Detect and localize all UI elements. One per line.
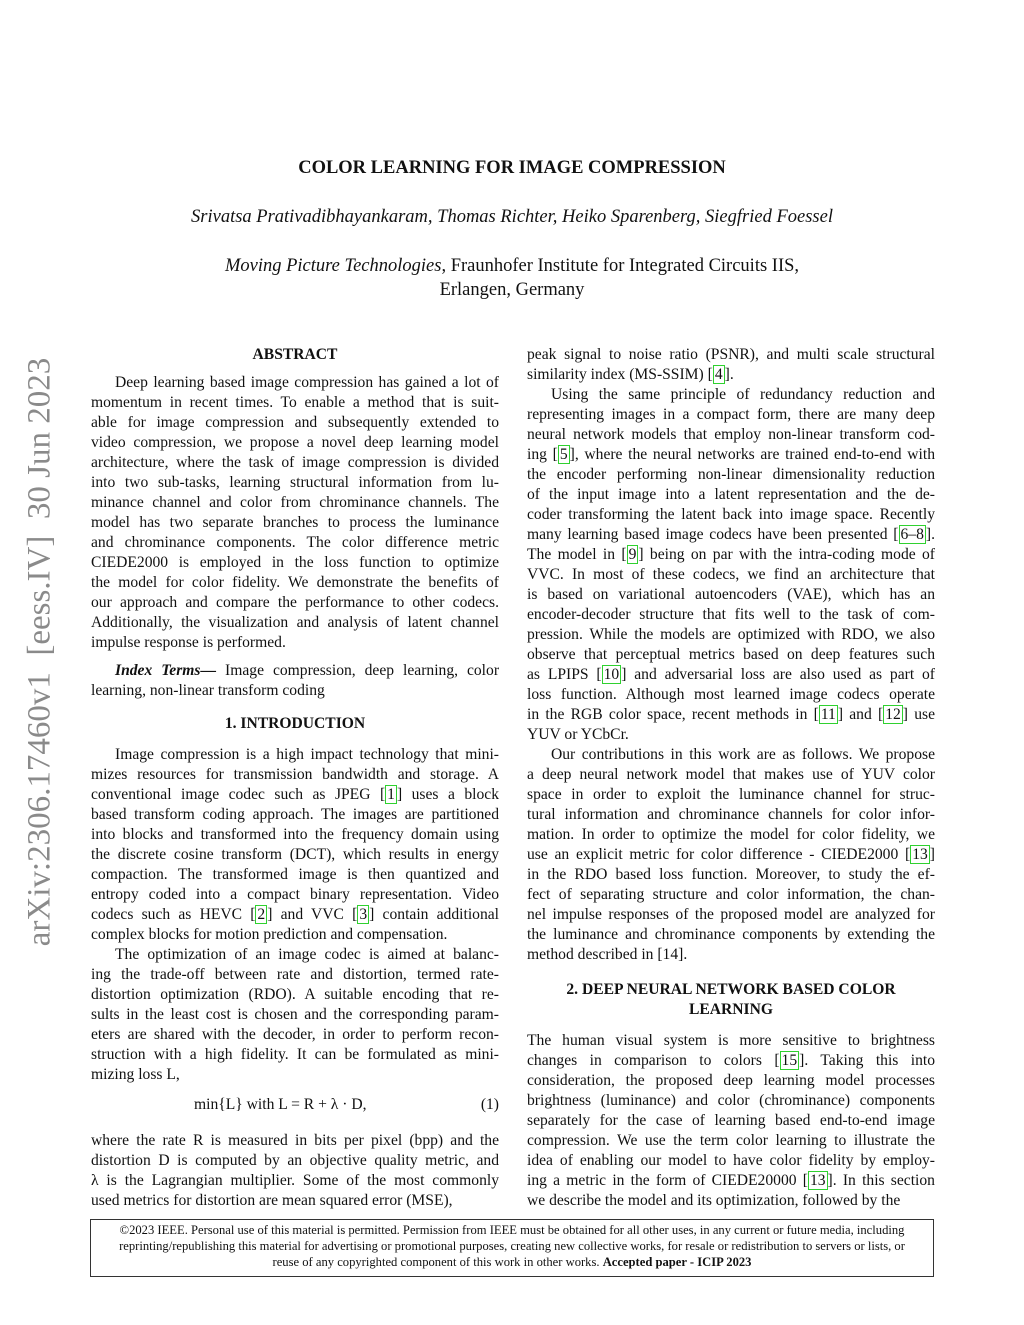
text-line: Additionally, the visualization and analysis of latent channel — [91, 614, 499, 631]
equation-number: (1) — [480, 1096, 499, 1113]
text-line: the luminance and chrominance components by extending the — [527, 926, 935, 943]
text-line: eters are shared with the decoder, in order to perform recon- — [91, 1026, 499, 1043]
section2-heading — [527, 980, 935, 1020]
text-line: similarity index (MS-SSIM) [ 4 ]. — [527, 366, 734, 383]
text-line: struction with a high fidelity. It can be formulated as mini- — [91, 1046, 499, 1063]
citation-link[interactable]: 12 — [885, 706, 901, 723]
citation-link[interactable]: 13 — [912, 846, 928, 863]
text-line: pression. While the models are optimized with RDO, we also — [527, 626, 935, 643]
text-line: into two sub-tasks, learning structural information from lu- — [91, 474, 499, 491]
text-line: encoder-decoder structure that fits well to the task of com- — [527, 606, 935, 623]
index-terms-line: Image compression, deep learning, color — [216, 662, 500, 679]
arxiv-side-stamp: arXiv:2306.17460v1 [eess.IV] 30 Jun 2023 — [21, 357, 58, 947]
left-column — [91, 345, 499, 1085]
section2-heading-line: 2. DEEP NEURAL NETWORK BASED COLOR — [566, 981, 896, 998]
citation-link[interactable]: 6–8 — [900, 526, 924, 543]
citation-link[interactable]: 1 — [387, 786, 395, 803]
abstract-body — [91, 373, 499, 653]
text-line: The model in [ 9 ] being on par with the intra-coding mode of — [527, 546, 935, 563]
text-line: and chrominance components. The color difference metric — [91, 534, 499, 551]
text-line: compression. We use the term color learning to illustrate the — [527, 1132, 935, 1149]
copyright-line: reuse of any copyrighted component of this work in other works. — [272, 1255, 600, 1269]
text-line: model has two separate branches to process the luminance — [91, 514, 499, 531]
index-terms-label: Index Terms— — [115, 662, 217, 679]
text-line: fect of separating structure and color information, the chan- — [527, 886, 935, 903]
text-line: impulse response is performed. — [91, 634, 286, 651]
intro-after-equation — [91, 1131, 499, 1211]
text-line: conventional image codec such as JPEG [ 1 ] uses a block — [91, 786, 499, 803]
affiliation-group: Moving Picture Technologies — [224, 256, 442, 276]
text-line: The human visual system is more sensitive to brightness — [527, 1032, 935, 1049]
text-line: many learning based image codecs have been presented [ 6–8 ]. — [527, 526, 935, 543]
intro-continued — [527, 345, 935, 965]
text-line: nel impulse responses of the proposed model are analyzed for — [527, 906, 935, 923]
citation-link[interactable]: 2 — [257, 906, 266, 923]
affiliation — [0, 254, 1024, 302]
text-line: minance channel and color from chrominance channels. The — [91, 494, 499, 511]
text-line: distortion D is computed by an objective quality metric, and — [91, 1152, 499, 1169]
text-line: VVC. In most of these codecs, we find an architecture that — [527, 566, 935, 583]
text-line: ing a metric in the form of CIEDE20000 [ 13 ]. In this section — [527, 1172, 935, 1189]
text-line: separately for the case of learning based end-to-end image — [527, 1112, 935, 1129]
affiliation-institute: , Fraunhofer Institute for Integrated Circuits IIS, — [441, 256, 800, 276]
copyright-line: reprinting/republishing this material for advertising or promotional purposes, creating new collective works, for resale or redistribution to servers or lists, or — [119, 1239, 905, 1253]
citation-link[interactable]: 5 — [559, 446, 568, 463]
text-line: the discrete cosine transform (DCT), which results in energy — [91, 846, 499, 863]
text-line: Image compression is a high impact technology that mini- — [115, 746, 499, 763]
text-line: Using the same principle of redundancy reduction and — [551, 386, 935, 403]
text-line: sults in the least cost is chosen and the corresponding param- — [91, 1006, 499, 1023]
text-line: our approach and compare the performance to other codecs. — [91, 594, 499, 611]
text-line: coder transforming the latent back into image space. Recently — [527, 506, 935, 523]
text-line: consideration, the proposed deep learning model processes — [527, 1072, 935, 1089]
text-line: loss function. Although most learned image codecs operate — [527, 686, 935, 703]
text-line: as LPIPS [ 10 ] and adversarial loss are also used as part of — [527, 666, 935, 683]
text-line: architecture, where the task of image compression is divided — [91, 454, 499, 471]
citation-link[interactable]: 3 — [359, 906, 368, 923]
text-line: able for image compression and subsequently extended to — [91, 414, 499, 431]
text-line: into blocks and transformed into the frequency domain using — [91, 826, 499, 843]
text-line: use an explicit metric for color difference - CIEDE2000 [ 13 ] — [527, 846, 935, 863]
text-line: compaction. The transformed image is then quantized and — [91, 866, 499, 883]
section2-heading-line: LEARNING — [688, 1001, 774, 1018]
authors: Srivatsa Prativadibhayankaram, Thomas Richter, Heiko Sparenberg, Siegfried Foessel — [191, 207, 833, 227]
affiliation-location: Erlangen, Germany — [439, 280, 585, 300]
text-line: mation. In order to optimize the model for color fidelity, we — [527, 826, 935, 843]
text-line: YUV or YCbCr. — [527, 726, 629, 743]
text-line: representing images in a compact form, there are many deep — [527, 406, 935, 423]
section2-body — [527, 1031, 935, 1211]
copyright-line: ©2023 IEEE. Personal use of this material is permitted. Permission from IEEE must be obtained for all other uses, in any current or future media, including — [119, 1223, 905, 1237]
text-line: in the RDO based loss function. Moreover, to study the ef- — [527, 866, 935, 883]
text-line: based transform coding approach. The images are partitioned — [91, 806, 499, 823]
citation-link[interactable]: 10 — [603, 666, 620, 683]
text-line: distortion optimization (RDO). A suitable encoding that re- — [91, 986, 499, 1003]
text-line: tural information and chrominance channels for color infor- — [527, 806, 935, 823]
text-line: the model for color fidelity. We demonstrate the benefits of — [91, 574, 499, 591]
text-line: changes in comparison to colors [ 15 ]. Taking this into — [527, 1052, 935, 1069]
intro-body — [91, 745, 499, 1085]
text-line: method described in [14]. — [527, 946, 688, 963]
text-line: we describe the model and its optimization, followed by the — [527, 1192, 901, 1209]
index-terms-line: learning, non-linear transform coding — [91, 682, 325, 699]
text-line: where the rate R is measured in bits per pixel (bpp) and the — [91, 1132, 499, 1149]
text-line: λ is the Lagrangian multiplier. Some of the most commonly — [91, 1172, 499, 1189]
text-line: entropy coded into a compact binary representation. Video — [91, 886, 499, 903]
left-column-bottom — [91, 1131, 499, 1211]
text-line: space in order to exploit the luminance channel for struc- — [527, 786, 935, 803]
text-line: a deep neural network model that makes use of YUV color — [527, 766, 935, 783]
citation-link[interactable]: 9 — [628, 546, 637, 563]
text-line: Our contributions in this work are as follows. We propose — [551, 746, 935, 763]
text-line: brightness (luminance) and color (chrominance) components — [527, 1092, 935, 1109]
citation-link[interactable]: 11 — [820, 706, 836, 723]
right-column — [527, 345, 935, 1211]
text-line: mizes resources for transmission bandwidth and storage. A — [91, 766, 499, 783]
text-line: observe that perceptual metrics based on deep features such — [527, 646, 935, 663]
text-line: video compression, we propose a novel deep learning model — [91, 434, 499, 451]
citation-link[interactable]: 4 — [714, 366, 723, 383]
text-line: used metrics for distortion are mean squared error (MSE), — [91, 1192, 453, 1209]
text-line: momentum in recent times. To enable a method that is suit- — [91, 394, 499, 411]
text-line: codecs such as HEVC [ 2 ] and VVC [ 3 ] contain additional — [91, 906, 499, 923]
text-line: neural network models that employ non-linear transform cod- — [527, 426, 935, 443]
text-line: in the RGB color space, recent methods in [ 11 ] and [ 12 ] use — [527, 706, 936, 723]
text-line: peak signal to noise ratio (PSNR), and multi scale structural — [527, 346, 935, 363]
copyright-notice — [90, 1219, 934, 1277]
text-line: complex blocks for motion prediction and compensation. — [91, 926, 448, 943]
paper-title: COLOR LEARNING FOR IMAGE COMPRESSION — [298, 158, 726, 178]
text-line: ing [ 5 ], where the neural networks are trained end-to-end with — [527, 446, 935, 463]
text-line: the encoder performing non-linear dimensionality reduction — [527, 466, 935, 483]
equation-text: min{L} with L = R + λ · D, — [194, 1096, 367, 1113]
text-line: idea of enabling our model to have color fidelity by employ- — [527, 1152, 935, 1169]
text-line: is based on variational autoencoders (VAE), which has an — [527, 586, 935, 603]
index-terms — [91, 661, 499, 681]
text-line: of the input image into a latent representation and the de- — [527, 486, 935, 503]
text-line: ing the trade-off between rate and distortion, termed rate- — [91, 966, 499, 983]
citation-link[interactable]: 15 — [781, 1052, 798, 1069]
accepted-paper-note: Accepted paper - ICIP 2023 — [602, 1255, 752, 1269]
intro-heading: 1. INTRODUCTION — [224, 715, 366, 732]
text-line: The optimization of an image codec is aimed at balanc- — [115, 946, 499, 963]
text-line: Deep learning based image compression has gained a lot of — [115, 374, 499, 391]
text-line: mizing loss L, — [91, 1066, 180, 1083]
abstract-heading: ABSTRACT — [252, 346, 338, 363]
citation-link[interactable]: 13 — [809, 1172, 826, 1189]
text-line: CIEDE2000 is employed in the loss function to optimize — [91, 554, 499, 571]
